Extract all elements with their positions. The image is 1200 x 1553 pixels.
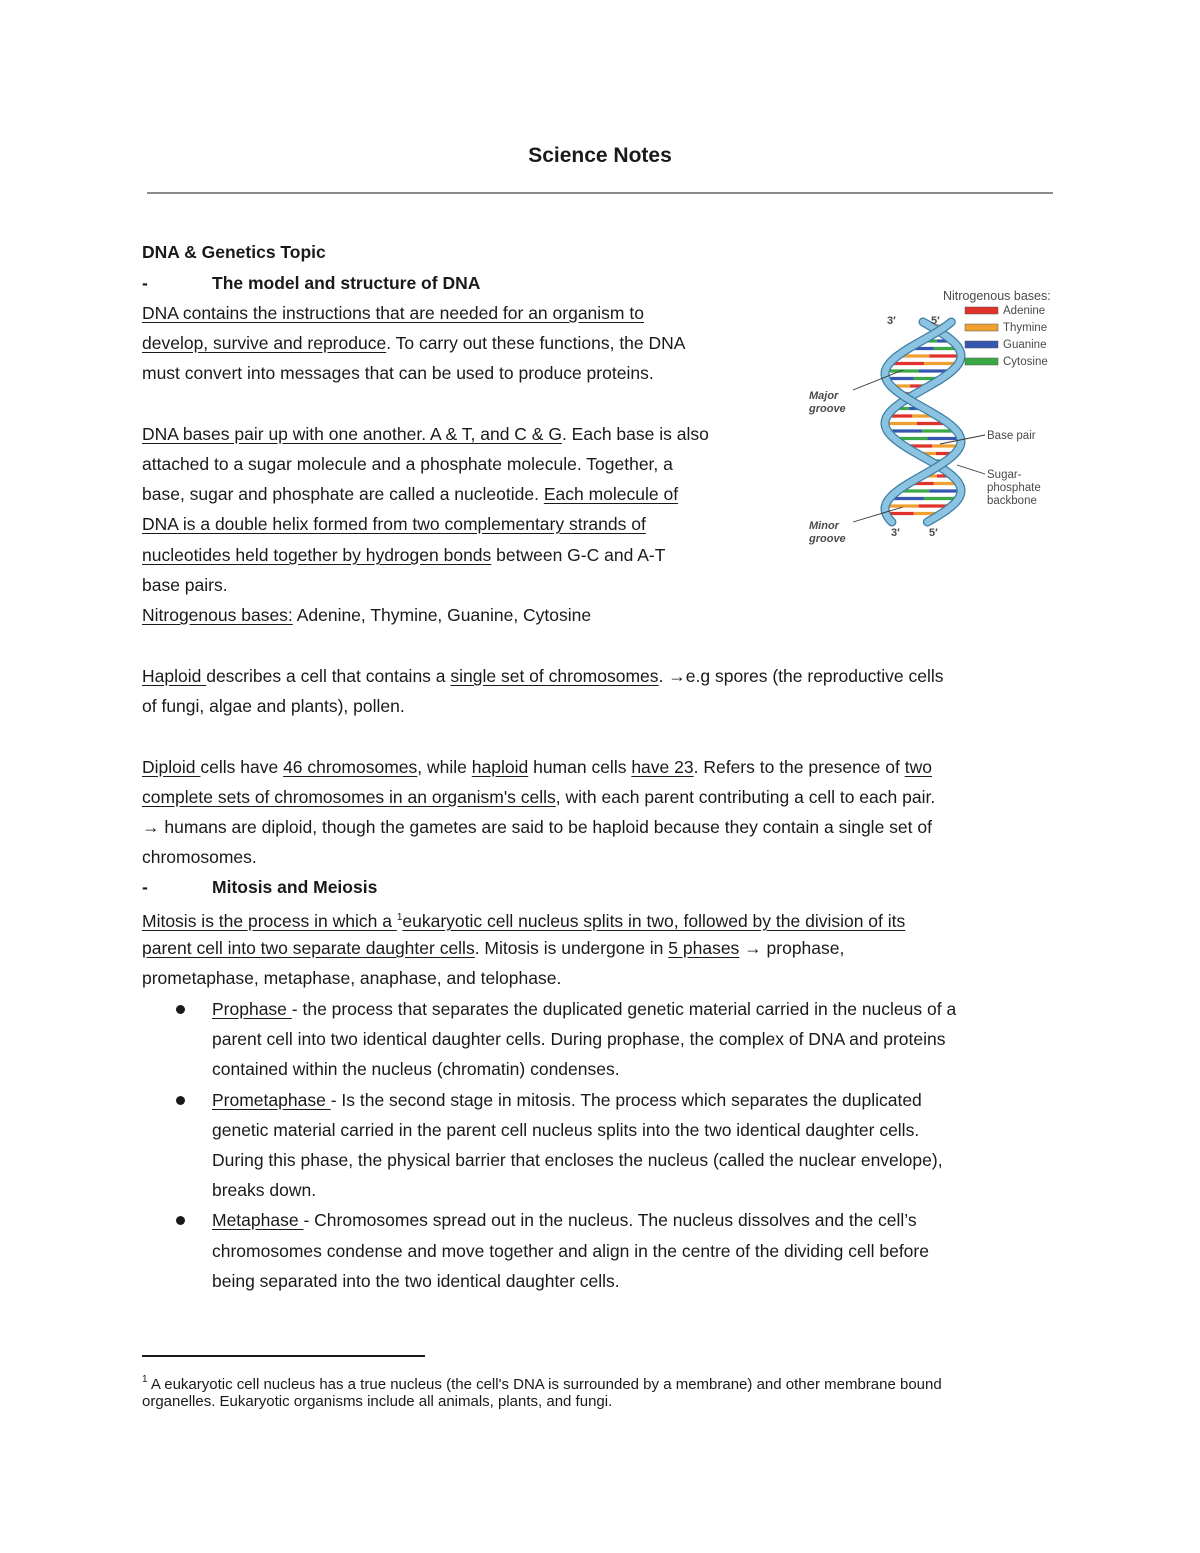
underlined-text: complete sets of chromosomes in an organism's cells bbox=[142, 787, 556, 807]
paragraph-line: prometaphase, metaphase, anaphase, and telophase. bbox=[142, 968, 562, 988]
bullet-line: parent cell into two identical daughter cells. During prophase, the complex of DNA and proteins bbox=[212, 1029, 946, 1049]
paragraph-line bbox=[142, 479, 678, 509]
text: cells have bbox=[200, 757, 284, 777]
subheading-text: The model and structure of DNA bbox=[212, 273, 481, 293]
label-line: phosphate bbox=[987, 482, 1041, 494]
subheading-mitosis-meiosis bbox=[142, 872, 377, 902]
label-line: groove bbox=[809, 403, 846, 415]
label-line: Sugar- bbox=[987, 469, 1022, 481]
bullet-line: genetic material carried in the parent cell nucleus splits into the two identical daughter cells. bbox=[212, 1120, 920, 1140]
text: → prophase, bbox=[739, 938, 845, 958]
minor-groove-label bbox=[808, 520, 846, 545]
paragraph-line bbox=[142, 419, 709, 449]
label-line: groove bbox=[809, 533, 846, 545]
bullet-term: Metaphase bbox=[212, 1210, 304, 1230]
paragraph-line bbox=[142, 933, 844, 963]
bullet-term: Prophase bbox=[212, 999, 292, 1019]
paragraph-line bbox=[142, 661, 944, 691]
text: - the process that separates the duplicated genetic material carried in the nucleus of a bbox=[291, 999, 957, 1019]
dash-marker: - bbox=[142, 877, 148, 897]
underlined-text: Each molecule of bbox=[543, 484, 679, 504]
bullet-line bbox=[212, 1085, 922, 1115]
paragraph-line: chromosomes. bbox=[142, 847, 257, 867]
text: base, sugar and phosphate are called a nucleotide. bbox=[142, 484, 544, 504]
paragraph-line bbox=[142, 298, 644, 328]
legend-swatch bbox=[965, 358, 998, 365]
label-line: Minor bbox=[809, 520, 839, 532]
paragraph-line bbox=[142, 782, 935, 812]
strand-end-label: 5′ bbox=[929, 527, 938, 539]
text: . Each base is also bbox=[561, 424, 709, 444]
legend-swatch bbox=[965, 341, 998, 348]
bullet-line bbox=[212, 994, 956, 1024]
underlined-text: DNA is a double helix formed from two complementary strands of bbox=[142, 514, 646, 534]
strand-end-label: 3′ bbox=[887, 315, 896, 327]
page-title: Science Notes bbox=[528, 144, 672, 167]
text: describes a cell that contains a bbox=[206, 666, 451, 686]
base-pair-label: Base pair bbox=[987, 430, 1036, 442]
text: - Chromosomes spread out in the nucleus. The nucleus dissolves and the cell’s bbox=[303, 1210, 917, 1230]
major-groove-label bbox=[808, 390, 846, 415]
paragraph-line: must convert into messages that can be used to produce proteins. bbox=[142, 363, 654, 383]
underlined-text: develop, survive and reproduce bbox=[142, 333, 387, 353]
subheading-dna-structure bbox=[142, 268, 480, 298]
text: . To carry out these functions, the DNA bbox=[386, 333, 686, 353]
text: , while bbox=[417, 757, 472, 777]
text: - Is the second stage in mitosis. The process which separates the duplicated bbox=[330, 1090, 922, 1110]
underlined-text: eukaryotic cell nucleus splits in two, followed by the division of its bbox=[402, 911, 906, 931]
paragraph-line bbox=[142, 540, 665, 570]
label-line: backbone bbox=[987, 495, 1037, 507]
paragraph-line bbox=[142, 903, 905, 936]
bullet-line: chromosomes condense and move together and align in the centre of the dividing cell before bbox=[212, 1241, 929, 1261]
footnote-number: 1 bbox=[142, 1374, 148, 1385]
text: . Refers to the presence of bbox=[693, 757, 905, 777]
text: between G-C and A-T bbox=[491, 545, 666, 565]
paragraph-line: → humans are diploid, though the gametes are said to be haploid because they contain a single set of bbox=[142, 817, 932, 837]
paragraph-line: of fungi, algae and plants), pollen. bbox=[142, 696, 405, 716]
footnote-reference[interactable]: 1 bbox=[396, 912, 403, 923]
legend-swatch bbox=[965, 324, 998, 331]
bullet-dot bbox=[176, 1216, 185, 1225]
bullet-term: Prometaphase bbox=[212, 1090, 331, 1110]
underlined-text: DNA bases pair up with one another. A & T, and C & G bbox=[142, 424, 562, 444]
text: , with each parent contributing a cell to each pair. bbox=[555, 787, 936, 807]
paragraph-line bbox=[142, 752, 932, 782]
legend-label: Cytosine bbox=[1003, 356, 1048, 368]
paragraph-line bbox=[142, 600, 591, 630]
bullet-line: breaks down. bbox=[212, 1180, 317, 1200]
underlined-text: have 23 bbox=[631, 757, 694, 777]
bullet-line bbox=[212, 1205, 917, 1235]
legend bbox=[965, 305, 1048, 368]
footnote-line: organelles. Eukaryotic organisms include all animals, plants, and fungi. bbox=[142, 1393, 613, 1410]
underlined-text: 5 phases bbox=[668, 938, 740, 958]
strand-end-label: 5′ bbox=[931, 315, 940, 327]
strand-end-label: 3′ bbox=[891, 527, 900, 539]
underlined-text: Nitrogenous bases: bbox=[142, 605, 293, 625]
paragraph-line bbox=[142, 328, 685, 358]
underlined-text: Mitosis is the process in which a bbox=[142, 911, 397, 931]
text: A eukaryotic cell nucleus has a true nucleus (the cell's DNA is surrounded by a membrane) and other membrane bound bbox=[147, 1376, 942, 1393]
underlined-text: 46 chromosomes bbox=[283, 757, 418, 777]
topic-heading: DNA & Genetics Topic bbox=[142, 242, 326, 262]
subheading-text: Mitosis and Meiosis bbox=[212, 877, 378, 897]
underlined-text: Haploid bbox=[142, 666, 207, 686]
text: human cells bbox=[528, 757, 632, 777]
legend-title: Nitrogenous bases: bbox=[943, 289, 1051, 303]
backbone-label bbox=[987, 469, 1041, 507]
bullet-line: During this phase, the physical barrier that encloses the nucleus (called the nuclear envelope), bbox=[212, 1150, 943, 1170]
underlined-text: nucleotides held together by hydrogen bonds bbox=[142, 545, 492, 565]
underlined-text: parent cell into two separate daughter cells bbox=[142, 938, 475, 958]
underlined-text: DNA contains the instructions that are needed for an organism to bbox=[142, 303, 644, 323]
underlined-text: single set of chromosomes bbox=[450, 666, 659, 686]
legend-label: Thymine bbox=[1003, 322, 1048, 334]
callout-line bbox=[957, 465, 985, 474]
text: . Mitosis is undergone in bbox=[474, 938, 669, 958]
paragraph-line bbox=[142, 509, 646, 539]
text: . →e.g spores (the reproductive cells bbox=[658, 666, 944, 686]
bullet-dot bbox=[176, 1005, 185, 1014]
legend-label: Adenine bbox=[1003, 305, 1046, 317]
paragraph-line: attached to a sugar molecule and a phosphate molecule. Together, a bbox=[142, 454, 673, 474]
dna-helix-diagram bbox=[805, 282, 1067, 558]
legend-swatch bbox=[965, 307, 998, 314]
underlined-text: haploid bbox=[471, 757, 529, 777]
label-line: Major bbox=[809, 390, 839, 402]
bullet-dot bbox=[176, 1096, 185, 1105]
legend-label: Guanine bbox=[1003, 339, 1047, 351]
dash-marker: - bbox=[142, 273, 148, 293]
title-divider bbox=[147, 192, 1053, 194]
bullet-line: contained within the nucleus (chromatin) condenses. bbox=[212, 1059, 620, 1079]
underlined-text: Diploid bbox=[142, 757, 201, 777]
paragraph-line: base pairs. bbox=[142, 575, 228, 595]
underlined-text: two bbox=[904, 757, 932, 777]
text: Adenine, Thymine, Guanine, Cytosine bbox=[292, 605, 592, 625]
footnote-separator bbox=[142, 1355, 425, 1357]
bullet-line: being separated into the two identical daughter cells. bbox=[212, 1271, 620, 1291]
